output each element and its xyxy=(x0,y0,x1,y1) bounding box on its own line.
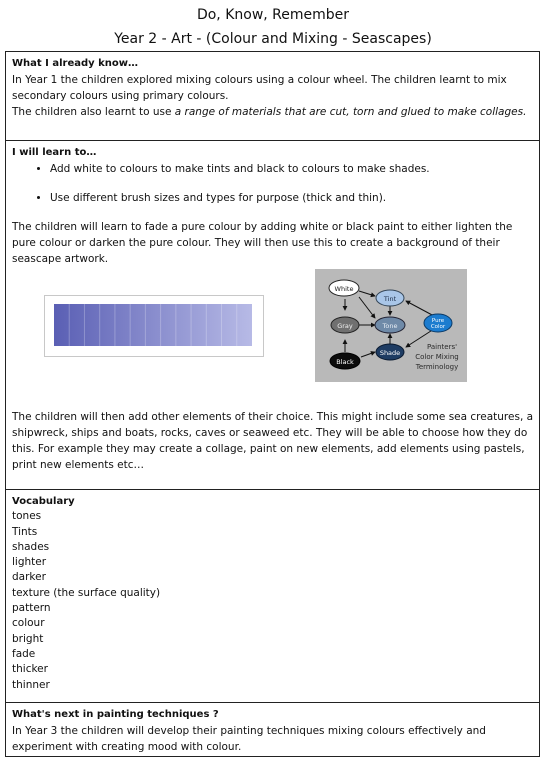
page-subtitle: Year 2 - Art - (Colour and Mixing - Seascapes) xyxy=(114,31,432,47)
section-will-learn xyxy=(6,141,539,490)
vocab-word: shades xyxy=(12,540,50,553)
section-already-know xyxy=(6,52,539,141)
section-whats-next xyxy=(6,703,539,756)
content-frame xyxy=(5,51,540,757)
vocab-word: bright xyxy=(12,632,44,645)
vocab-word: colour xyxy=(12,617,45,630)
already-know-heading: What I already know… xyxy=(12,58,139,69)
whats-next-heading: What's next in painting techniques ? xyxy=(12,709,219,720)
will-learn-heading: I will learn to… xyxy=(12,147,97,158)
vocab-word: lighter xyxy=(12,556,47,569)
black-node-label: Black xyxy=(336,358,354,366)
color-mixing-diagram xyxy=(315,269,467,382)
diagram-caption-1: Painters' xyxy=(426,343,458,351)
already-know-text-2-start: The children also learnt to use xyxy=(12,106,175,118)
vocab-word: tones xyxy=(12,510,42,523)
tint-node-label: Tint xyxy=(383,295,397,303)
vocab-word: thinner xyxy=(12,678,50,691)
list-item: • Use different brush sizes and types for purpose (thick and thin). xyxy=(50,190,533,206)
vocab-word: darker xyxy=(12,571,46,584)
diagram-caption-2: Color Mixing xyxy=(415,353,459,361)
white-node-label: White xyxy=(334,285,354,293)
vocab-word: thicker xyxy=(12,663,48,676)
whats-next-text: In Year 3 the children will develop their painting techniques mixing colours effectively and experiment with creating mood with colour. xyxy=(12,725,486,753)
will-learn-list xyxy=(12,161,533,206)
tint-gradient-strip-svg xyxy=(45,296,261,354)
pure-color-label-2: Color xyxy=(430,324,446,330)
gradient-band xyxy=(54,304,252,346)
already-know-italic: a range of materials that are cut, torn and glued to make collages. xyxy=(174,106,527,118)
already-know-text: In Year 1 the children explored mixing colours using a colour wheel. The children learnt to mix secondary colours using primary colours. xyxy=(12,74,507,102)
diagram-caption-3: Terminology xyxy=(415,363,459,371)
color-mixing-diagram-svg xyxy=(315,269,467,382)
vocab-word: Tints xyxy=(12,525,38,538)
vocab-word: texture (the surface quality) xyxy=(12,586,161,599)
gray-node-label: Gray xyxy=(337,322,353,330)
tint-gradient-strip-image xyxy=(44,295,264,357)
shade-node-label: Shade xyxy=(379,349,401,357)
will-learn-paragraph-2: The children will then add other elements of their choice. This might include some sea creatures, a shipwreck, ships and boats, rocks, caves or seaweed etc. They will be able to choose how they do this. For example they may create a collage, paint on new elements, add elements using pastels, print new elements etc… xyxy=(12,411,534,471)
page-title: Do, Know, Remember xyxy=(196,7,350,23)
pure-color-label-1: Pure xyxy=(431,318,445,324)
list-item: • Add white to colours to make tints and black to colours to make shades. xyxy=(50,161,533,177)
vocab-word: fade xyxy=(12,647,36,660)
will-learn-paragraph-1: The children will learn to fade a pure colour by adding white or black paint to either lighten the pure colour or darken the pure colour. They will then use this to create a background of their seascape artwork. xyxy=(12,221,513,265)
vocabulary-heading: Vocabulary xyxy=(12,496,75,507)
tone-node-label: Tone xyxy=(382,322,398,330)
section-vocabulary xyxy=(6,490,539,703)
already-know-text-2 xyxy=(12,104,533,120)
vocab-word: pattern xyxy=(12,602,51,615)
